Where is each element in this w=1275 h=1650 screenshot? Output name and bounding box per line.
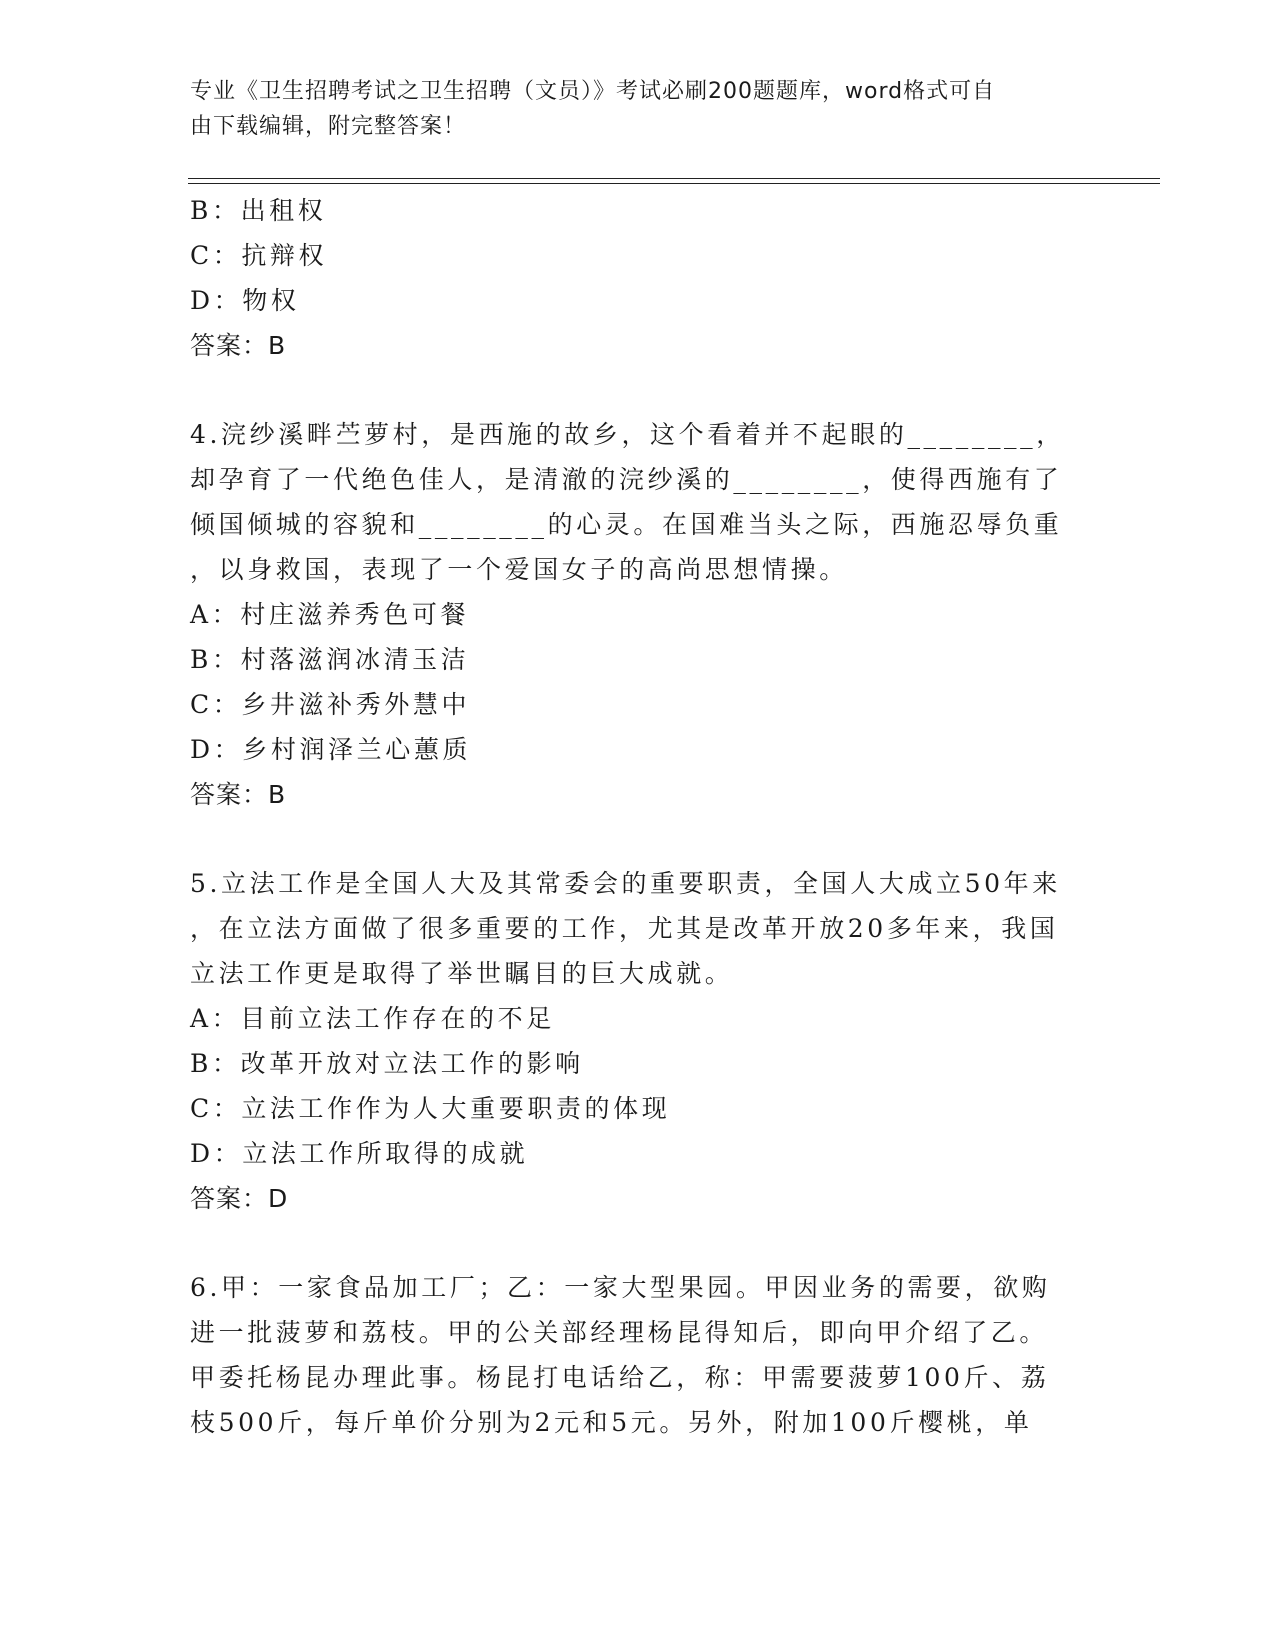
option-b: B：出租权 [190,196,327,225]
option-c: C：立法工作作为人大重要职责的体现 [190,1094,671,1123]
question-4-block [190,412,1080,817]
question-gap [190,817,1080,861]
question-gap [190,368,1080,412]
question-text-line: ，在立法方面做了很多重要的工作，尤其是改革开放20多年来，我国 [190,914,1059,943]
question-text-line: 甲委托杨昆办理此事。杨昆打电话给乙，称：甲需要菠萝100斤、荔 [190,1363,1050,1392]
header-line-2: 由下载编辑，附完整答案！ [190,114,467,139]
question-text-line: 进一批菠萝和荔枝。甲的公关部经理杨昆得知后，即向甲介绍了乙。 [190,1318,1049,1347]
question-text-line: 却孕育了一代绝色佳人，是清澈的浣纱溪的________，使得西施有了 [190,465,1063,494]
question-text-line: 6.甲：一家食品加工厂；乙：一家大型果园。甲因业务的需要，欲购 [190,1273,1051,1302]
answer-line: 答案：B [190,331,287,360]
option-b: B：改革开放对立法工作的影响 [190,1049,584,1078]
question-text-line: 枝500斤，每斤单价分别为2元和5元。另外，附加100斤樱桃，单 [190,1408,1033,1437]
option-a: A：村庄滋养秀色可餐 [190,600,470,629]
option-b: B：村落滋润冰清玉洁 [190,645,470,674]
header-line-1: 专业《卫生招聘考试之卫生招聘（文员）》考试必刷200题题库，word格式可自 [190,79,996,104]
question-text-line: ，以身救国，表现了一个爱国女子的高尚思想情操。 [190,555,848,584]
question-text-line: 倾国倾城的容貌和________的心灵。在国难当头之际，西施忍辱负重 [190,510,1063,539]
question-text-line: 5.立法工作是全国人大及其常委会的重要职责，全国人大成立50年来 [190,869,1061,898]
question-text-line: 立法工作更是取得了举世瞩目的巨大成就。 [190,959,734,988]
option-d: D：立法工作所取得的成就 [190,1139,529,1168]
question-5-block [190,861,1080,1221]
question-gap [190,1221,1080,1265]
option-a: A：目前立法工作存在的不足 [190,1004,555,1033]
question-3-block [190,188,1080,368]
answer-line: 答案：D [190,1184,289,1213]
header-divider-bottom [188,183,1160,184]
question-text-line: 4.浣纱溪畔苎萝村，是西施的故乡，这个看着并不起眼的________， [190,420,1065,449]
header-divider-top [188,178,1160,179]
answer-line: 答案：B [190,780,287,809]
document-body [190,188,1080,1445]
option-c: C：抗辩权 [190,241,328,270]
option-d: D：物权 [190,286,300,315]
option-c: C：乡井滋补秀外慧中 [190,690,471,719]
document-header [190,74,1070,144]
question-6-block [190,1265,1080,1445]
option-d: D：乡村润泽兰心蕙质 [190,735,472,764]
